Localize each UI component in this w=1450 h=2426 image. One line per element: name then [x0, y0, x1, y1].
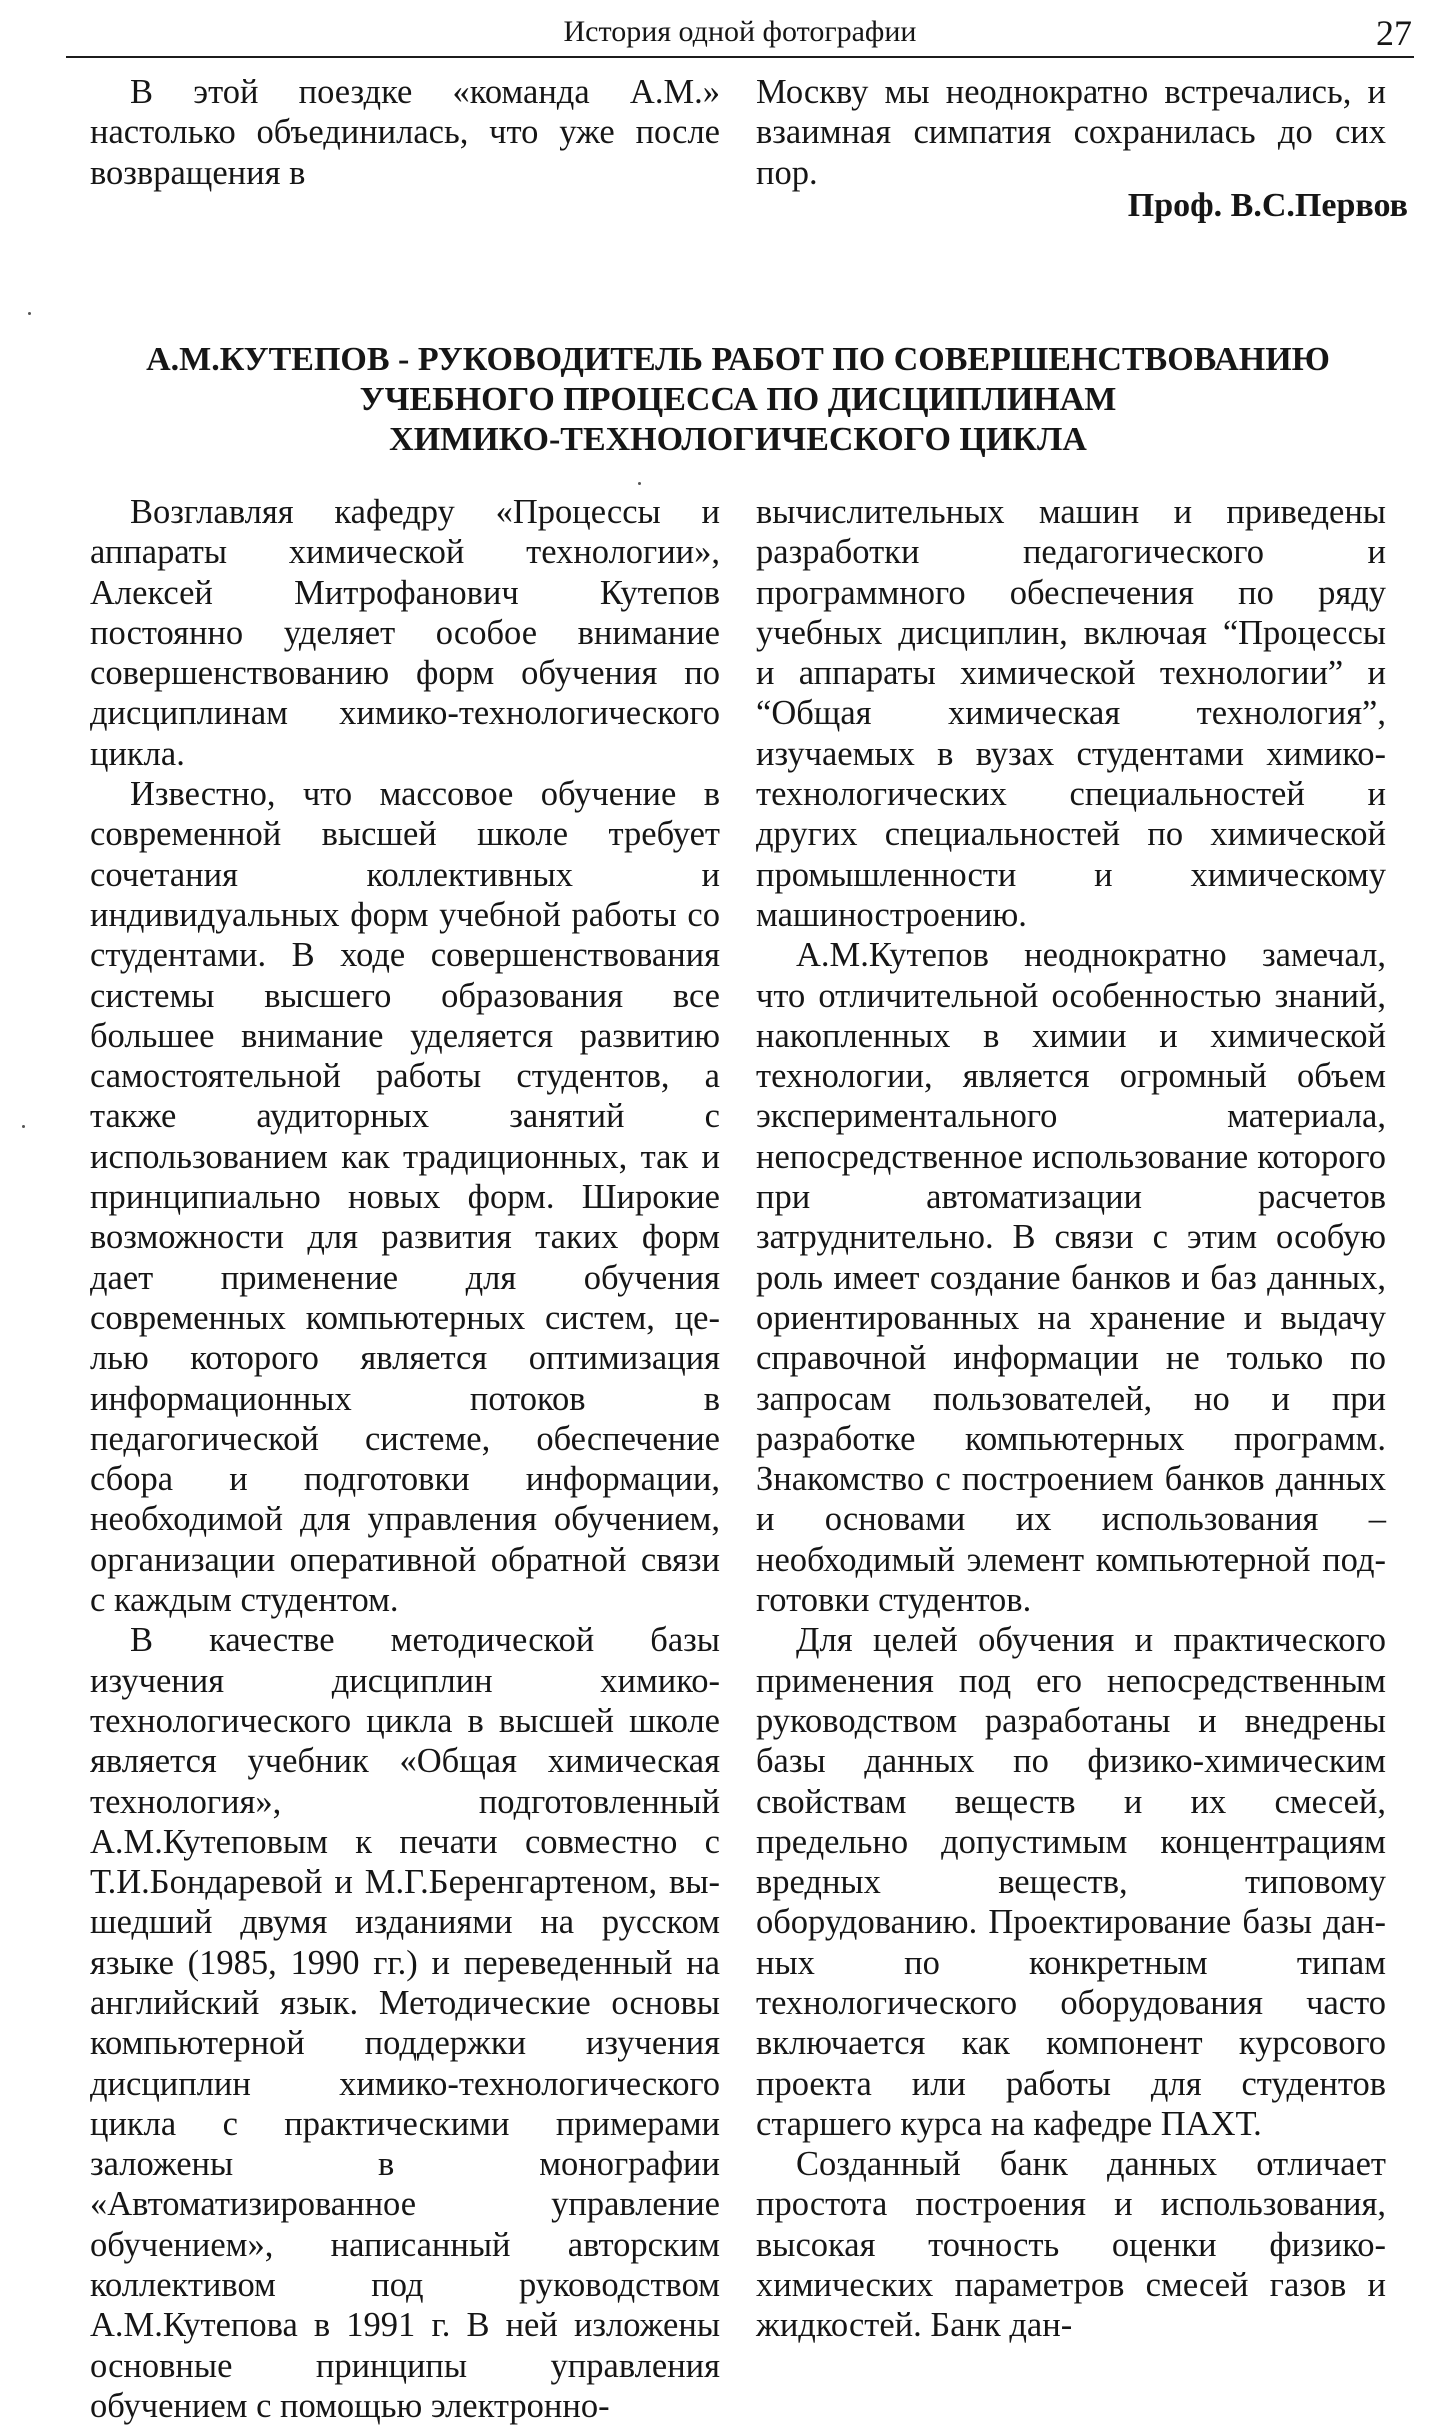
previous-article-author: Проф. В.С.Первов	[1127, 187, 1408, 224]
article-title-line: А.М.КУТЕПОВ - РУКОВОДИТЕЛЬ РАБОТ ПО СОВЕРШЕНСТВОВАНИЮ	[146, 341, 1330, 378]
article-paragraph: Возглавляя кафедру «Процессы и аппараты химической технологии», Алексей Митрофанович Кутепов постоянно уделяет особое внимание совершенствованию форм обучения по дисциплинам химико-технологического цикла.	[90, 493, 720, 773]
previous-article-right-text: Москву мы неоднократно встречались, и взаимная симпатия сохранилась до сих пор.	[756, 73, 1386, 192]
article-paragraph: А.М.Кутепов неоднократно замечал, что отличительной особенностью знаний, накопленных в химии и химической технологии, является огромный объем экспериментального материала, непосредственное использование которого при автоматизации расчетов затруднительно. В связи с этим особую роль имеет создание банков и баз данных, ориентированных на хранение и выдачу справочной информации не только по запросам пользователей, но и при разработке компьютерных программ. Знакомство с построением банков данных и основами их использования – необходимый элемент компьютерной подготовки студентов.	[756, 936, 1386, 1620]
article-paragraph: Созданный банк данных отличает простота построения и использования, высокая точность оценки физико-химических параметров смесей газов и жидкостей. Банк дан-	[756, 2145, 1386, 2345]
article-paragraph: В качестве методической базы изучения дисциплин химико-технологического цикла в высшей школе является учебник «Общая химическая технология», подготовленный А.М.Кутеповым к печати совместно с Т.И.Бондаревой и М.Г.Беренгартеном, вышедший двумя изданиями на русском языке (1985, 1990 гг.) и переведенный на английский язык. Методические основы компьютерной поддержки изучения дисциплин химико-технологического цикла с практическими примерами заложены в монографии «Автоматизированное управление обучением», написанный авторским коллективом под руководством А.М.Кутепова в 1991 г. В ней изложены основные принципы управления обучением с помощью электронно-	[90, 1621, 720, 2425]
running-header	[66, 8, 1414, 58]
page-number: 27	[1376, 13, 1412, 53]
article-paragraph: Для целей обучения и практического применения под его непосредственным руководством разработаны и внедрены базы данных по физико-химическим свойствам веществ и их смесей, предельно допустимым концентрациям вредных веществ, типовому оборудованию. Проектирование базы данных по конкретным типам технологического оборудования часто включается как компонент курсового проекта или работы для студентов старшего курса на кафедре ПАХТ.	[756, 1621, 1386, 2143]
running-title: История одной фотографии	[563, 15, 917, 48]
scan-speck	[638, 482, 641, 485]
article-title-line: ХИМИКО-ТЕХНОЛОГИЧЕСКОГО ЦИКЛА	[389, 421, 1087, 458]
article-title-line: УЧЕБНОГО ПРОЦЕССА ПО ДИСЦИПЛИНАМ	[359, 381, 1117, 418]
scan-speck	[28, 312, 31, 315]
previous-article-right-column	[756, 72, 1386, 193]
scan-speck	[22, 1125, 25, 1128]
article-paragraph: вычислительных машин и приведены разработки педагогического и программного обеспечения по ряду учебных дисциплин, включая “Процессы и аппараты химической технологии” и “Общая химическая технология”, изучаемых в вузах студентами химико-технологических специальностей и других специальностей по химической промышленности и химическому машиностроению.	[756, 493, 1386, 934]
article-title	[90, 340, 1386, 460]
previous-article-left-column	[90, 72, 720, 193]
previous-article-left-text: В этой поездке «команда А.М.» настолько объединилась, что уже после возвращения в	[90, 73, 720, 192]
article-left-column	[90, 492, 720, 2426]
article-right-column	[756, 492, 1386, 2346]
article-paragraph: Известно, что массовое обучение в современной высшей школе требует сочетания коллективных и индивидуальных форм учебной работы со студентами. В ходе совершенствования системы высшего образования все большее внимание уделяется развитию самостоятельной работы студентов, а также аудиторных занятий с использованием как традиционных, так и принципиально новых форм. Широкие возможности для развития таких форм дает применение для обучения современных компьютерных систем, целью которого является оптимизация информационных потоков в педагогической системе, обеспечение сбора и подготовки информации, необходимой для управления обучением, организации оперативной обратной связи с каждым студентом.	[90, 775, 720, 1620]
